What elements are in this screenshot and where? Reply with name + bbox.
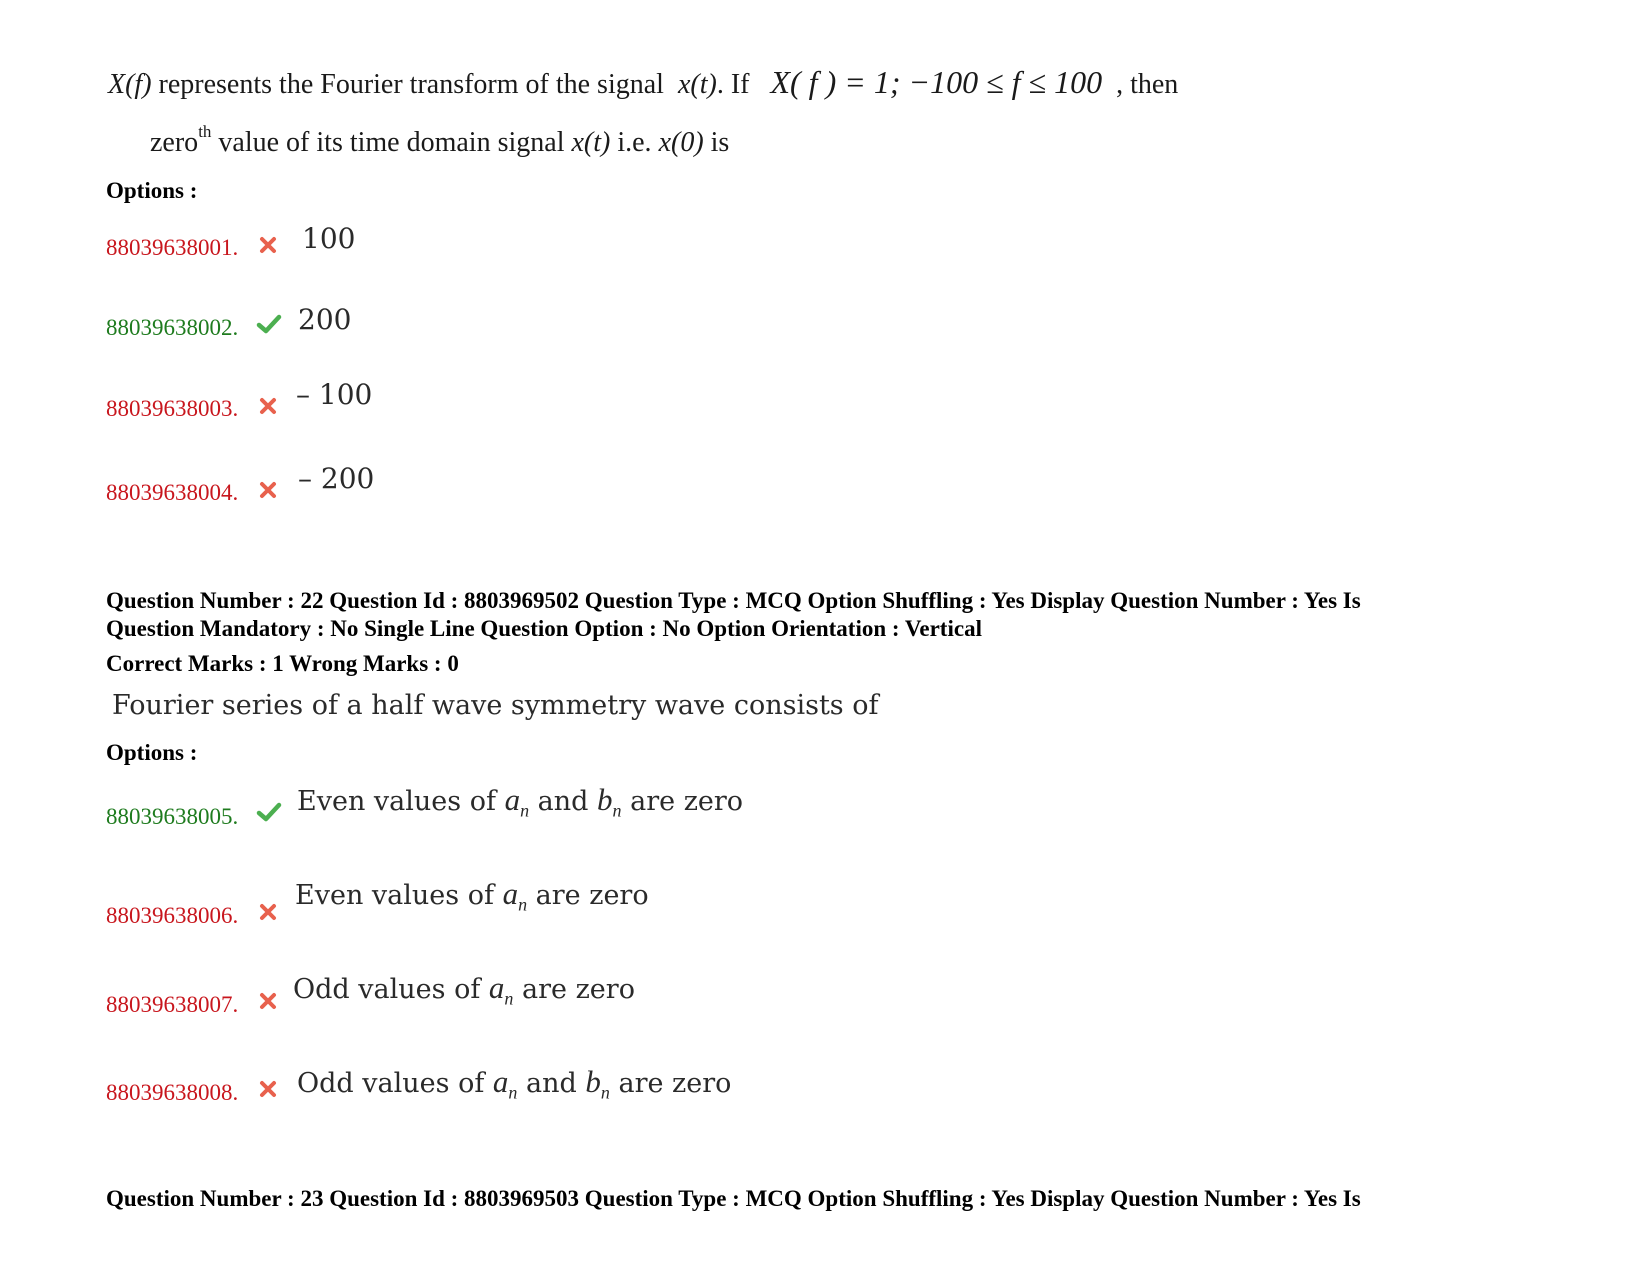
q2-marks: Correct Marks : 1 Wrong Marks : 0: [106, 651, 459, 676]
q2-opt3-pre: Odd values of: [293, 974, 481, 1005]
q2-opt1-mid: and: [537, 786, 589, 817]
cross-icon: [259, 481, 277, 499]
q2-opt3-n1: n: [504, 988, 514, 1009]
q1-th: th: [198, 122, 212, 141]
q1-condition: X( f ) = 1; −100 ≤ f ≤ 100: [770, 64, 1103, 100]
cross-icon: [259, 236, 277, 254]
q2-option-id-2: 88039638006.: [106, 903, 239, 928]
q2-opt2-a: a: [502, 876, 519, 911]
q1-options-label: Options :: [106, 178, 198, 203]
q1-stem-line2: [150, 122, 729, 159]
q1-xf: X(f): [108, 69, 152, 100]
q2-opt3-a: a: [488, 970, 505, 1005]
q1-if: . If: [716, 69, 750, 100]
q1-option-value-4: – 200: [298, 462, 375, 495]
q1-zero: zero: [150, 127, 199, 158]
q2-option-id-3: 88039638007.: [106, 992, 239, 1017]
q2-options-label: Options :: [106, 740, 198, 765]
q1-option-id-1: 88039638001.: [106, 235, 239, 260]
q1-is: is: [710, 127, 730, 158]
q1-ie: i.e.: [617, 127, 652, 158]
q2-opt4-post: are zero: [618, 1068, 732, 1099]
q2-option-value-3: [293, 970, 635, 1009]
q2-stem: Fourier series of a half wave symmetry wave consists of: [112, 690, 879, 721]
q2-opt2-pre: Even values of: [295, 880, 494, 911]
q2-meta-line1: Question Number : 22 Question Id : 8803969502 Question Type : MCQ Option Shuffling : Yes Display Question Number : Yes Is: [106, 588, 1361, 613]
q2-option-id-1: 88039638005.: [106, 804, 239, 829]
cross-icon: [259, 397, 277, 415]
check-icon: [256, 313, 282, 335]
q2-option-id-4: 88039638008.: [106, 1080, 239, 1105]
q2-opt4-a: a: [492, 1064, 509, 1099]
q1-option-value-1: 100: [302, 222, 356, 255]
q2-opt2-post: are zero: [535, 880, 649, 911]
q2-opt4-b: b: [585, 1064, 601, 1099]
q2-opt1-n1: n: [520, 800, 530, 821]
q2-option-value-4: [297, 1064, 731, 1103]
cross-icon: [259, 992, 277, 1010]
cross-icon: [259, 903, 277, 921]
q3-meta-line1: Question Number : 23 Question Id : 8803969503 Question Type : MCQ Option Shuffling : Yes Display Question Number : Yes Is: [106, 1186, 1361, 1211]
check-icon: [256, 801, 282, 823]
q2-opt2-n1: n: [518, 894, 528, 915]
cross-icon: [259, 1080, 277, 1098]
q2-opt1-b: b: [597, 782, 613, 817]
q1-line2-mid: value of its time domain signal: [218, 127, 565, 158]
q1-stem-line1: [108, 64, 1178, 101]
q1-option-value-2: 200: [298, 303, 352, 336]
q1-option-value-3: – 100: [296, 378, 373, 411]
q2-opt1-n2: n: [612, 800, 622, 821]
q2-opt1-post: are zero: [630, 786, 744, 817]
q2-meta-line2: Question Mandatory : No Single Line Question Option : No Option Orientation : Vertical: [106, 616, 982, 641]
q2-opt4-n2: n: [600, 1082, 610, 1103]
q2-opt3-post: are zero: [522, 974, 635, 1005]
q1-line2-xt: x(t): [571, 127, 611, 158]
q1-option-id-2: 88039638002.: [106, 315, 239, 340]
q2-option-value-2: [295, 876, 649, 915]
q1-x0: x(0): [658, 127, 704, 158]
q2-opt4-pre: Odd values of: [297, 1068, 485, 1099]
q1-option-id-3: 88039638003.: [106, 396, 239, 421]
q1-then: , then: [1116, 69, 1179, 100]
q1-xt: x(t): [677, 69, 717, 100]
q2-option-value-1: [297, 782, 743, 821]
q1-text-mid: represents the Fourier transform of the signal: [158, 69, 664, 100]
q1-option-id-4: 88039638004.: [106, 480, 239, 505]
q2-opt1-pre: Even values of: [297, 786, 496, 817]
q2-opt4-n1: n: [508, 1082, 518, 1103]
q2-opt1-a: a: [504, 782, 521, 817]
q2-opt4-mid: and: [526, 1068, 577, 1099]
